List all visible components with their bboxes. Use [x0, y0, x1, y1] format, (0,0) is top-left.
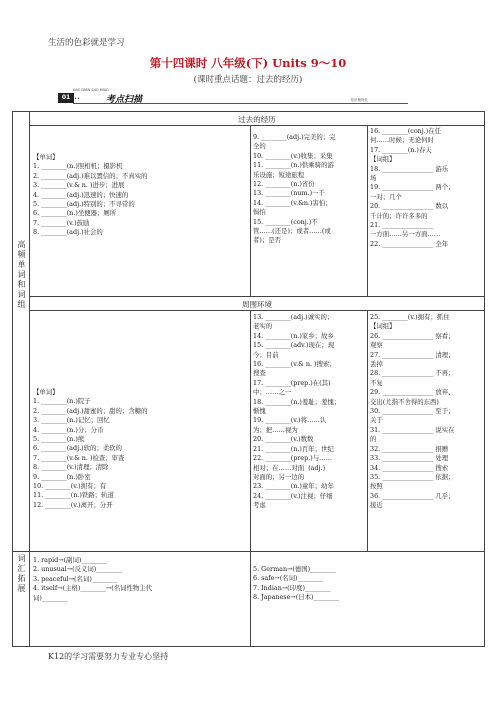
table-divider: [29, 296, 485, 297]
topic2-phrases-column: 25. ________(v.)拥有；抓住 【词组】 26. ________________ 察看； 观察 27. ________________ 清理； 丢掉 28. ________________ 不再； 不复 29. ________________ 放弃、 交出(尤指不舍得的东西) 30. ________________ 至于； 关于 31. ________________ 说实在 的 32. ________________ 捐赠 33. ________________ 处理 34. ________________ 搜索 35. ________________ 依据； 按照 36. ________________ 几乎； 接近: [370, 313, 455, 510]
expansion-left-column: 1. rapid→(副词)________ 2. unusual→(反义词)________ 3. peaceful→(名词)________ 4. itself→(主格)________→(名词性物主代 词)________: [33, 556, 153, 602]
banner-number: 01: [58, 93, 74, 103]
expansion-right-column: 5. German→(德国)________ 6. safe→(名词)________ 7. Indian→(印度)________ 8. Japanese→(日本)________: [253, 565, 340, 602]
table-divider: [29, 310, 485, 311]
table-divider: [250, 551, 251, 646]
section-banner: [58, 90, 408, 106]
topic1-phrases-column: 16. ________(conj.)在任 何……时候；无论何时 17. ________(n.)春天 【词组】 18. ________________ 游乐 场 19. ________________ 两个； 一对；几个 20. ________________ 数以 千计的；许许多多的 21. ________________ 一方面……另一方面…… 22. ________________ 全年: [370, 127, 455, 248]
table-divider: [29, 112, 30, 646]
banner-pinyin: KAO DIAN SAO MIAO: [73, 88, 109, 92]
table-divider: [250, 310, 251, 551]
table-divider: [367, 310, 368, 551]
topic2-words-column: 【单词】 1. ________(n.)院子 2. ________(adj.)甜蜜的；甜的；含糖的 3. ________(n.)记忆；回忆 4. ________(n.)分；分币 5. ________(n.)熊 6. ________(adj.)软的；柔软的 7. ________(v.& n. )检查；审查 8. ________(v.)清理；清除 9. ________(n.)卧室 10. ________(v.)拥有；有 11. ________(n.)铁路；轨道 12. ________(v.)离开；分开: [33, 388, 148, 509]
table-divider: [13, 551, 485, 552]
page-header-line: 生活的色彩就是学习: [48, 38, 125, 48]
table-divider: [29, 125, 485, 126]
banner-rule: [73, 103, 408, 104]
expansion-side-label: 词 汇 拓 展: [17, 554, 26, 593]
table-divider: [250, 125, 251, 296]
page-subtitle: (课时重点话题：过去的经历): [193, 75, 303, 85]
banner-title: 考点扫描: [106, 95, 143, 105]
banner-right-label: 知识梳理化: [350, 98, 368, 102]
page-footer: K12的学习需要努力专业专心坚持: [48, 652, 169, 661]
page-title: 第十四课时 八年级(下) Units 9～10: [149, 56, 347, 70]
topic-header-surroundings: 周围环境: [242, 300, 272, 309]
banner-arrows-icon: ••: [74, 96, 80, 102]
topic1-words-column-2: 9. ________(adj.)完美的；完 全的 10. ________(v.)收集；采集 11. ________(n.)供乘骑的游 乐设施；短途旅程 12. ________(n.)省份 13. ________(num.)一千 14. ________(v.&n.)害怕； 惧怕 15. ________(conj.)不 管……(还是)；或者……(或 者)；是否: [253, 133, 336, 245]
topic-header-past-experience: 过去的经历: [238, 115, 276, 124]
vocabulary-table: [12, 111, 485, 647]
topic2-words-column-2: 13. ________(adj.)诚实的； 老实的 14. ________(n.)家乡；故乡 15. ________(adv.)现在；现 今；目前 16. ________(v.& n. )搜索； 搜查 17. ________(prep.)在(其) 中；……之一 18. ________(n.)羞耻；羞愧； 惭愧 19. ________(v.)将……认 为；把……视为 20. ________(v.)数数 21. ________(n.)百年；世纪 22. ________(prep.)与…… 相对；在……对面 (adj.) 对面的；另一边的 23. ________(n.)童年；幼年 24. ________(v.)注视；仔细 考虑: [253, 313, 341, 510]
high-frequency-side-label: 高 频 单 词 和 词 组: [17, 240, 26, 309]
topic1-words-column: 【单词】 1. ________(n.)照相机；摄影机 2. ________(adj.)难以置信的；不真实的 3. ________(v.& n. )进步；进展 4. ________(adj.)迅速的；快速的 5. ________(adj.)特别的；不寻常的 6. ________(n.)坐便器；厕所 7. ________(v.)鼓励 8. ________(adj.)社会的: [33, 153, 148, 237]
table-divider: [367, 125, 368, 296]
